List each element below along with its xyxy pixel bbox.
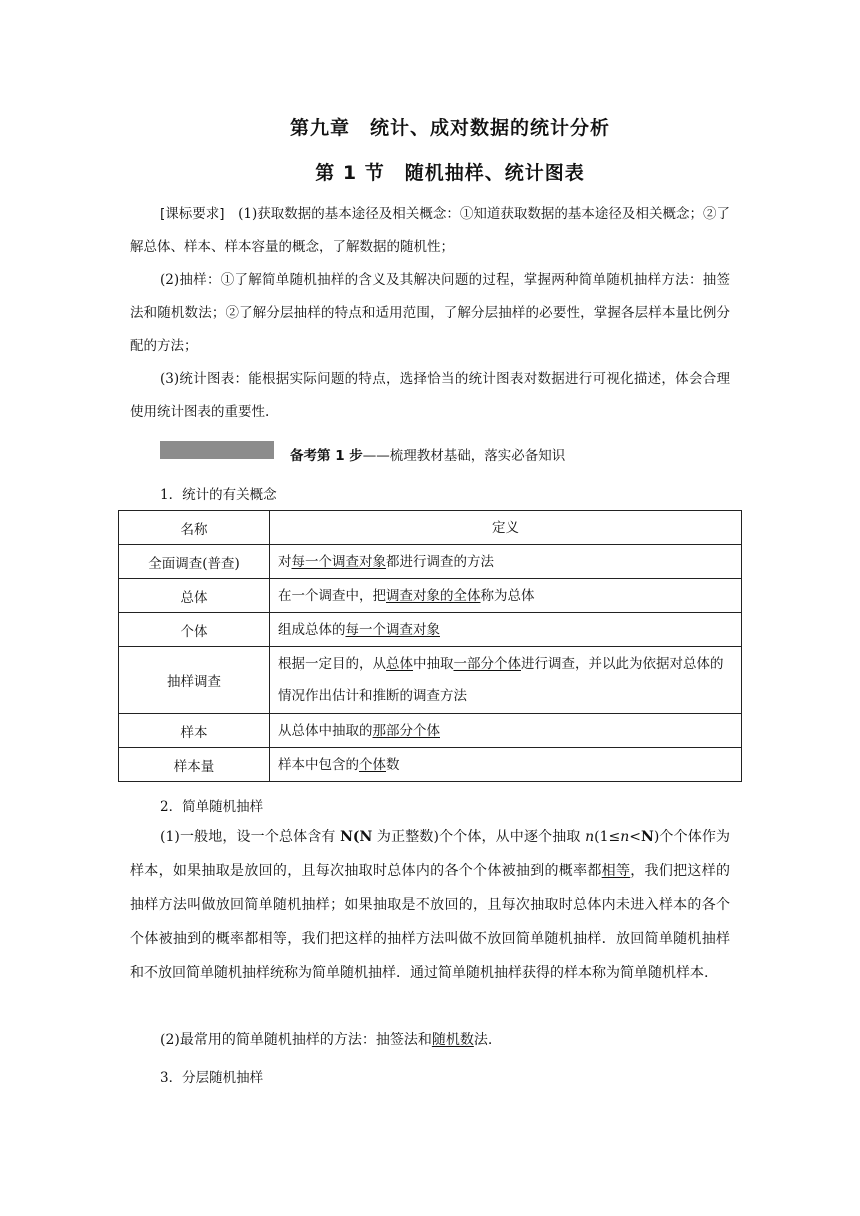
row-definition — [270, 545, 742, 579]
row-name: 总体 — [119, 579, 270, 613]
row-definition — [270, 714, 742, 748]
methods-underlined: 随机数 — [431, 1032, 474, 1048]
section-title: 第 1 节 随机抽样、统计图表 — [315, 162, 585, 184]
srs-text: < — [629, 829, 642, 845]
table-header-row — [119, 511, 742, 545]
def-text: 称为总体 — [480, 587, 535, 604]
step-label: 备考第 1 步 — [290, 448, 363, 464]
def-text: 根据一定目的，从 — [278, 656, 386, 672]
def-underlined: 那部分个体 — [372, 722, 440, 739]
row-definition — [270, 647, 742, 714]
row-definition — [270, 748, 742, 782]
def-text: 对 — [278, 553, 292, 570]
chapter-title: 第九章 统计、成对数据的统计分析 — [289, 117, 610, 139]
row-definition — [270, 613, 742, 647]
def-underlined: 每一个调查对象 — [291, 553, 386, 570]
srs-symbol: N — [641, 829, 654, 845]
methods-text: (2)最常用的简单随机抽样的方法：抽签法和 — [160, 1032, 432, 1048]
srs-symbol: n — [585, 829, 595, 845]
def-text: 中抽取 — [413, 656, 454, 672]
table-row — [119, 545, 742, 579]
step-heading — [290, 444, 565, 464]
table-row — [119, 613, 742, 647]
srs-symbol: n — [620, 829, 630, 845]
header-name: 名称 — [119, 511, 270, 545]
requirements-text-1: (1)获取数据的基本途径及相关概念：①知道获取数据的基本途径及相关概念；②了解总体、样本、样本容量的概念，了解数据的随机性； — [130, 206, 730, 255]
def-text: 样本中包含的 — [278, 756, 359, 773]
concepts-table — [118, 510, 742, 782]
def-underlined: 总体 — [386, 656, 413, 672]
table-row — [119, 714, 742, 748]
srs-paragraph — [130, 820, 730, 990]
methods-text: 法. — [473, 1032, 493, 1048]
row-name: 个体 — [119, 613, 270, 647]
step-subtitle: ——梳理教材基础，落实必备知识 — [362, 448, 566, 464]
def-underlined: 一部分个体 — [453, 656, 521, 672]
header-definition: 定义 — [270, 511, 742, 545]
heading-stratified-sampling: 3．分层随机抽样 — [160, 1070, 264, 1086]
table-row — [119, 579, 742, 613]
table-row — [119, 647, 742, 714]
srs-text: 为正整数)个个体，从中逐个抽取 — [372, 829, 586, 845]
row-definition — [270, 579, 742, 613]
def-text: 进行调查，并以此为依据对总体的情况作出估计和推断的调查方法 — [278, 656, 724, 704]
requirements-tag: [课标要求] — [160, 206, 225, 222]
row-name: 样本量 — [119, 748, 270, 782]
def-text: 数 — [386, 756, 400, 773]
heading-statistics-concepts: 1．统计的有关概念 — [160, 487, 277, 503]
table-row — [119, 748, 742, 782]
row-name: 抽样调查 — [119, 647, 270, 714]
step-marker-bar — [160, 441, 274, 459]
def-underlined: 个体 — [359, 756, 386, 773]
requirements-paragraph-1 — [130, 198, 730, 264]
def-text: 组成总体的 — [278, 621, 346, 638]
srs-text: (1≤ — [594, 829, 621, 845]
requirements-paragraph-3: (3)统计图表：能根据实际问题的特点，选择恰当的统计图表对数据进行可视化描述，体会合理使用统计图表的重要性. — [130, 371, 730, 420]
row-name: 样本 — [119, 714, 270, 748]
def-text: 都进行调查的方法 — [386, 553, 494, 570]
heading-simple-random-sampling: 2．简单随机抽样 — [160, 799, 264, 815]
def-text: 从总体中抽取的 — [278, 722, 373, 739]
def-underlined: 调查对象的全体 — [386, 587, 481, 604]
srs-text: (1)一般地，设一个总体含有 — [160, 829, 341, 845]
srs-text: )个个体作为样本，如果抽取是放回的，且每次抽取时总体内的各个个体被抽到的概率都 — [130, 829, 730, 879]
row-name: 全面调查(普查) — [119, 545, 270, 579]
methods-paragraph — [130, 1023, 730, 1057]
requirements-paragraph-2: (2)抽样：①了解简单随机抽样的含义及其解决问题的过程，掌握两种简单随机抽样方法：抽签法和随机数法；②了解分层抽样的特点和适用范围，了解分层抽样的必要性，掌握各层样本量比例分配的方法； — [130, 272, 730, 354]
srs-text: ，我们把这样的抽样方法叫做放回简单随机抽样；如果抽取是不放回的，且每次抽取时总体内未进入样本的各个个体被抽到的概率都相等，我们把这样的抽样方法叫做不放回简单随机抽样．放回简单随机抽样和不放回简单随机抽样统称为简单随机抽样．通过简单随机抽样获得的样本称为简单随机样本. — [130, 863, 731, 981]
def-underlined: 每一个调查对象 — [345, 621, 440, 638]
srs-underlined: 相等 — [601, 863, 631, 879]
srs-symbol: N(N — [340, 829, 373, 845]
def-text: 在一个调查中，把 — [278, 587, 386, 604]
